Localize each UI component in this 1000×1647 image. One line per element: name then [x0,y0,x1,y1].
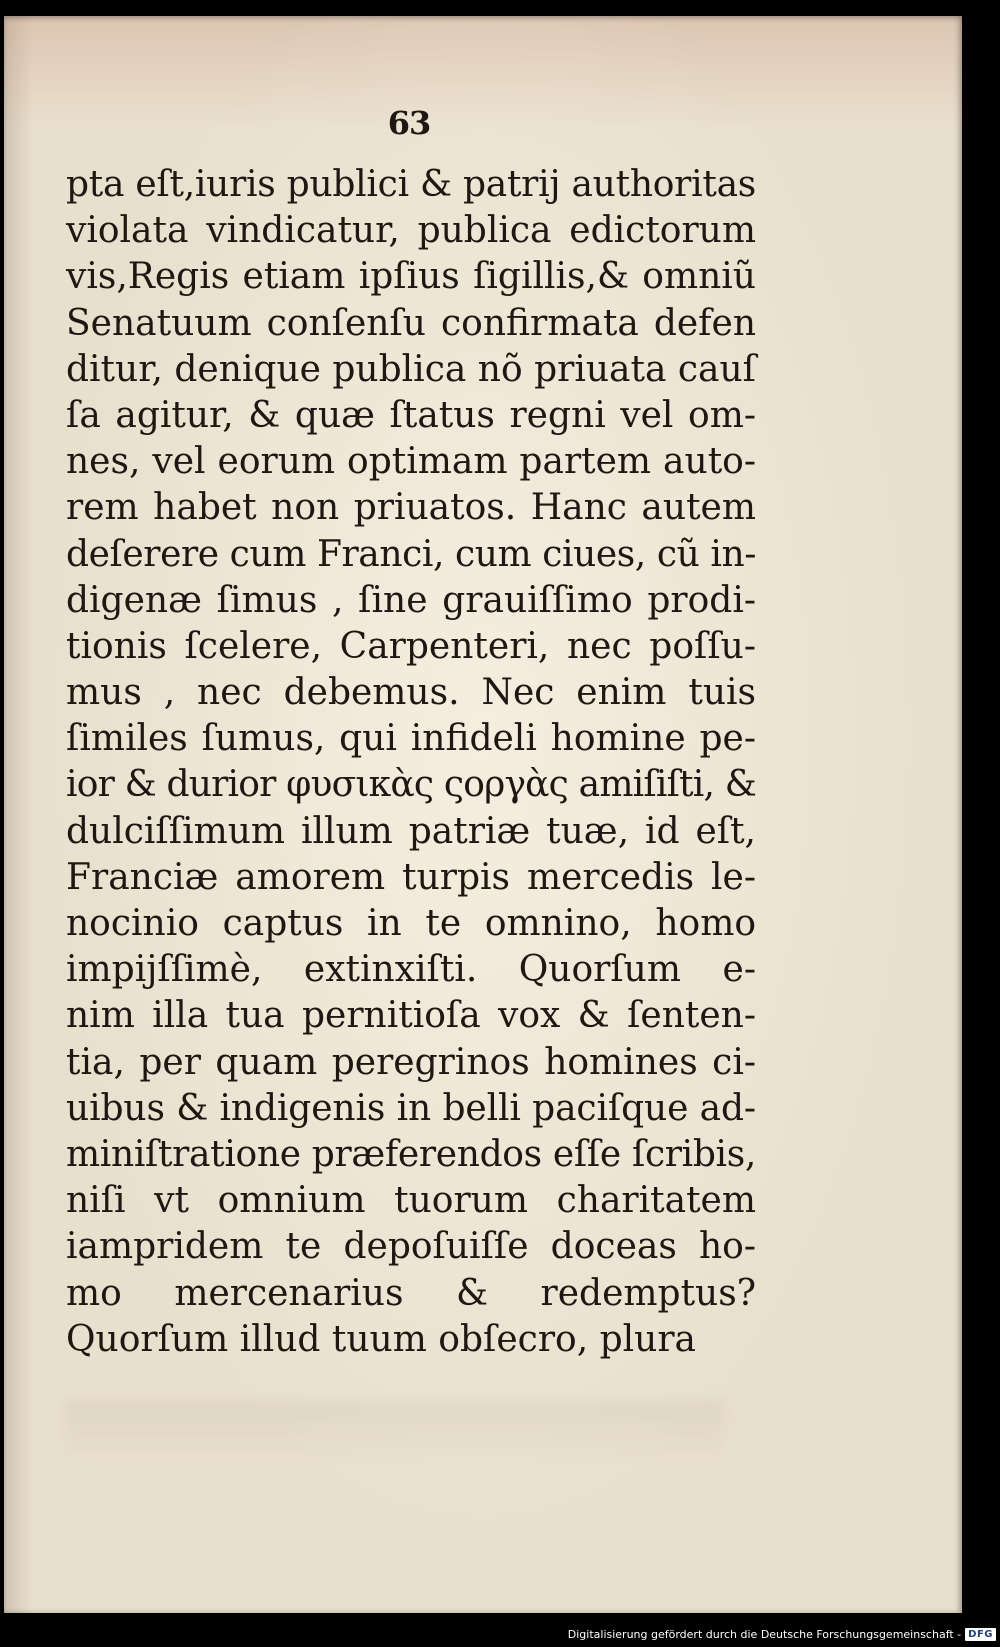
text-line: Quorſum illud tuum obſecro, plura [66,1318,696,1360]
text-line: mo mercenarius & redemptus? [66,1272,756,1314]
text-line: ior & durior φυσικὰς ςοργὰς amiſiſti, & [66,764,756,806]
text-line: tionis ſcelere, Carpenteri, nec poſſu- [66,625,756,667]
text-line: mus , nec debemus. Nec enim tuis [66,672,756,714]
text-line: Senatuum conſenſu confirmata defen [66,302,756,344]
text-line: miniſtratione præferendos eſſe ſcribis, [66,1133,757,1175]
text-line: vis,Regis etiam ipſius ſigillis,& omniũ [66,256,756,298]
text-line: nes, vel eorum optimam partem auto- [66,441,756,483]
text-line: pta eſt,iuris publici & patrij authoritas [66,164,756,205]
text-line: ditur, denique publica nõ priuata cauſ [66,348,756,390]
dfg-logo: DFG [965,1628,996,1641]
text-line: dulciſſimum illum patriæ tuæ, id eſt, [66,810,756,852]
text-block [66,162,756,1363]
text-line: rem habet non priuatos. Hanc autem [66,487,756,529]
book-page [4,16,962,1613]
footer [568,1628,996,1641]
text-line: deſerere cum Franci, cum ciues, cũ in- [66,533,756,575]
text-line: digenæ ſimus , ſine grauiſſimo prodi- [66,579,756,621]
text-line: ſimiles ſumus, qui infideli homine pe- [66,718,756,760]
text-line: impijſſimè, extinxiſti. Quorſum e- [66,949,756,991]
text-line: iampridem te depoſuiſſe doceas ho- [66,1226,756,1268]
text-line: nim illa tua pernitioſa vox & ſenten- [66,995,756,1037]
digitization-credit: Digitalisierung gefördert durch die Deutsche Forschungsgemeinschaft - [567,1628,962,1641]
text-line: violata vindicatur, publica edictorum [66,210,756,252]
page-number: 63 [387,104,431,142]
text-line: ſa agitur, & quæ ſtatus regni vel om- [66,394,756,436]
text-line: niſi vt omnium tuorum charitatem [66,1180,756,1222]
text-line: uibus & indigenis in belli paciſque ad- [66,1087,756,1129]
text-line: Franciæ amorem turpis mercedis le- [66,856,756,898]
ink-bleed-through [64,1401,724,1461]
text-line: nocinio captus in te omnino, homo [66,903,756,944]
text-line: tia, per quam peregrinos homines ci- [66,1041,756,1083]
